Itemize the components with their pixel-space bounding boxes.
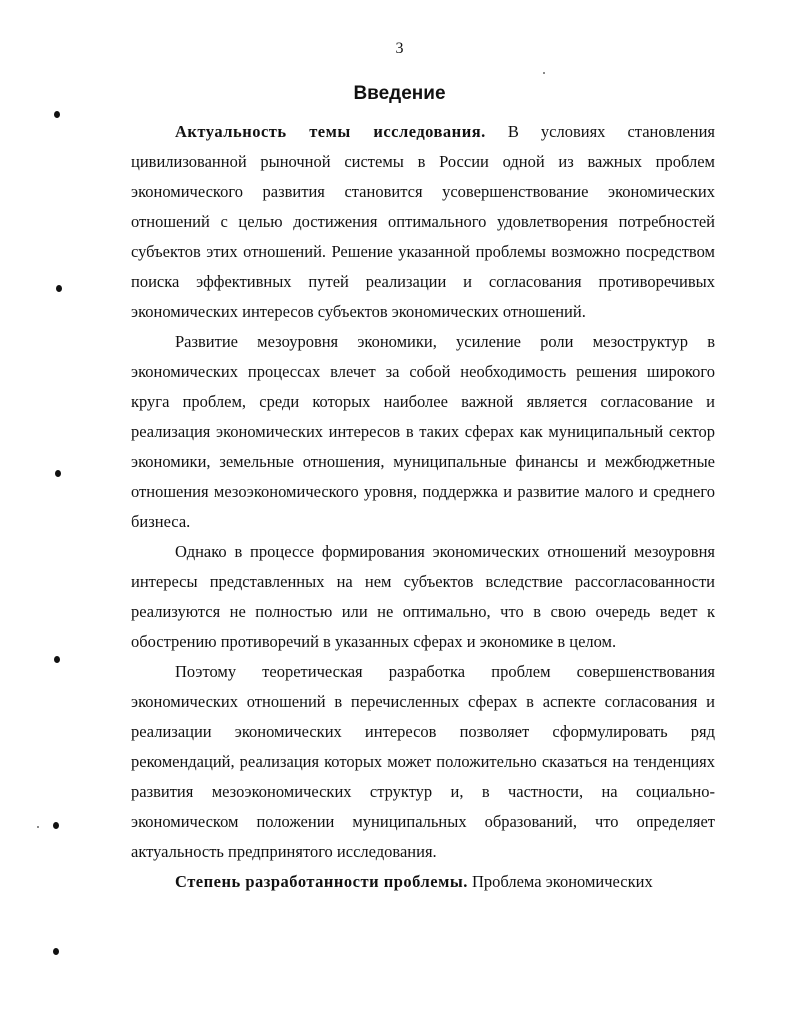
binding-hole-mark [54, 656, 60, 663]
paragraph-relevance [131, 117, 715, 327]
binding-hole-mark [55, 470, 61, 477]
paragraph-mesolevel [131, 327, 715, 537]
binding-hole-mark [53, 948, 59, 955]
paragraph-text: Проблема экономических [467, 872, 653, 891]
binding-hole-mark [54, 111, 60, 118]
paragraph-text: Однако в процессе формирования экономических отношений мезоуровня интересы представленных на нем субъектов вследствие рассогласованности реализуются не полностью или не оптимально, что в свою очередь ведет к обострению противоречий в указанных сферах и экономике в целом. [131, 542, 715, 651]
scan-speck [543, 72, 545, 74]
paragraph-text: Развитие мезоуровня экономики, усиление роли мезоструктур в экономических процессах влечет за собой необходимость решения широкого круга проблем, среди которых наиболее важной является согласование и реализация экономических интересов в таких сферах как муниципальный сектор экономики, земельные отношения, муниципальные финансы и межбюджетные отношения мезоэкономического уровня, поддержка и развитие малого и среднего бизнеса. [131, 332, 715, 531]
page-title: Введение [353, 83, 446, 104]
paragraph-lead: Актуальность темы исследования. [175, 122, 486, 141]
paragraph-development-degree [131, 867, 715, 897]
paragraph-therefore [131, 657, 715, 867]
binding-hole-mark [53, 822, 59, 829]
document-body [131, 117, 715, 897]
page-number: 3 [395, 40, 404, 57]
paragraph-however [131, 537, 715, 657]
scan-speck [37, 826, 39, 828]
paragraph-text: В условиях становления цивилизованной рыночной системы в России одной из важных проблем экономического развития становится усовершенствование экономических отношений с целью достижения оптимального удовлетворения потребностей субъектов этих отношений. Решение указанной проблемы возможно посредством поиска эффективных путей реализации и согласования противоречивых экономических интересов субъектов экономических отношений. [131, 122, 715, 321]
binding-hole-mark [56, 285, 62, 292]
paragraph-text: Поэтому теоретическая разработка проблем совершенствования экономических отношений в перечисленных сферах в аспекте согласования и реализации экономических интересов позволяет сформулировать ряд рекомендаций, реализация которых может положительно сказаться на тенденциях развития мезоэкономических структур и, в частности, на социально-экономическом положении муниципальных образований, что определяет актуальность предпринятого исследования. [131, 662, 715, 861]
paragraph-lead: Степень разработанности проблемы. [175, 872, 468, 891]
